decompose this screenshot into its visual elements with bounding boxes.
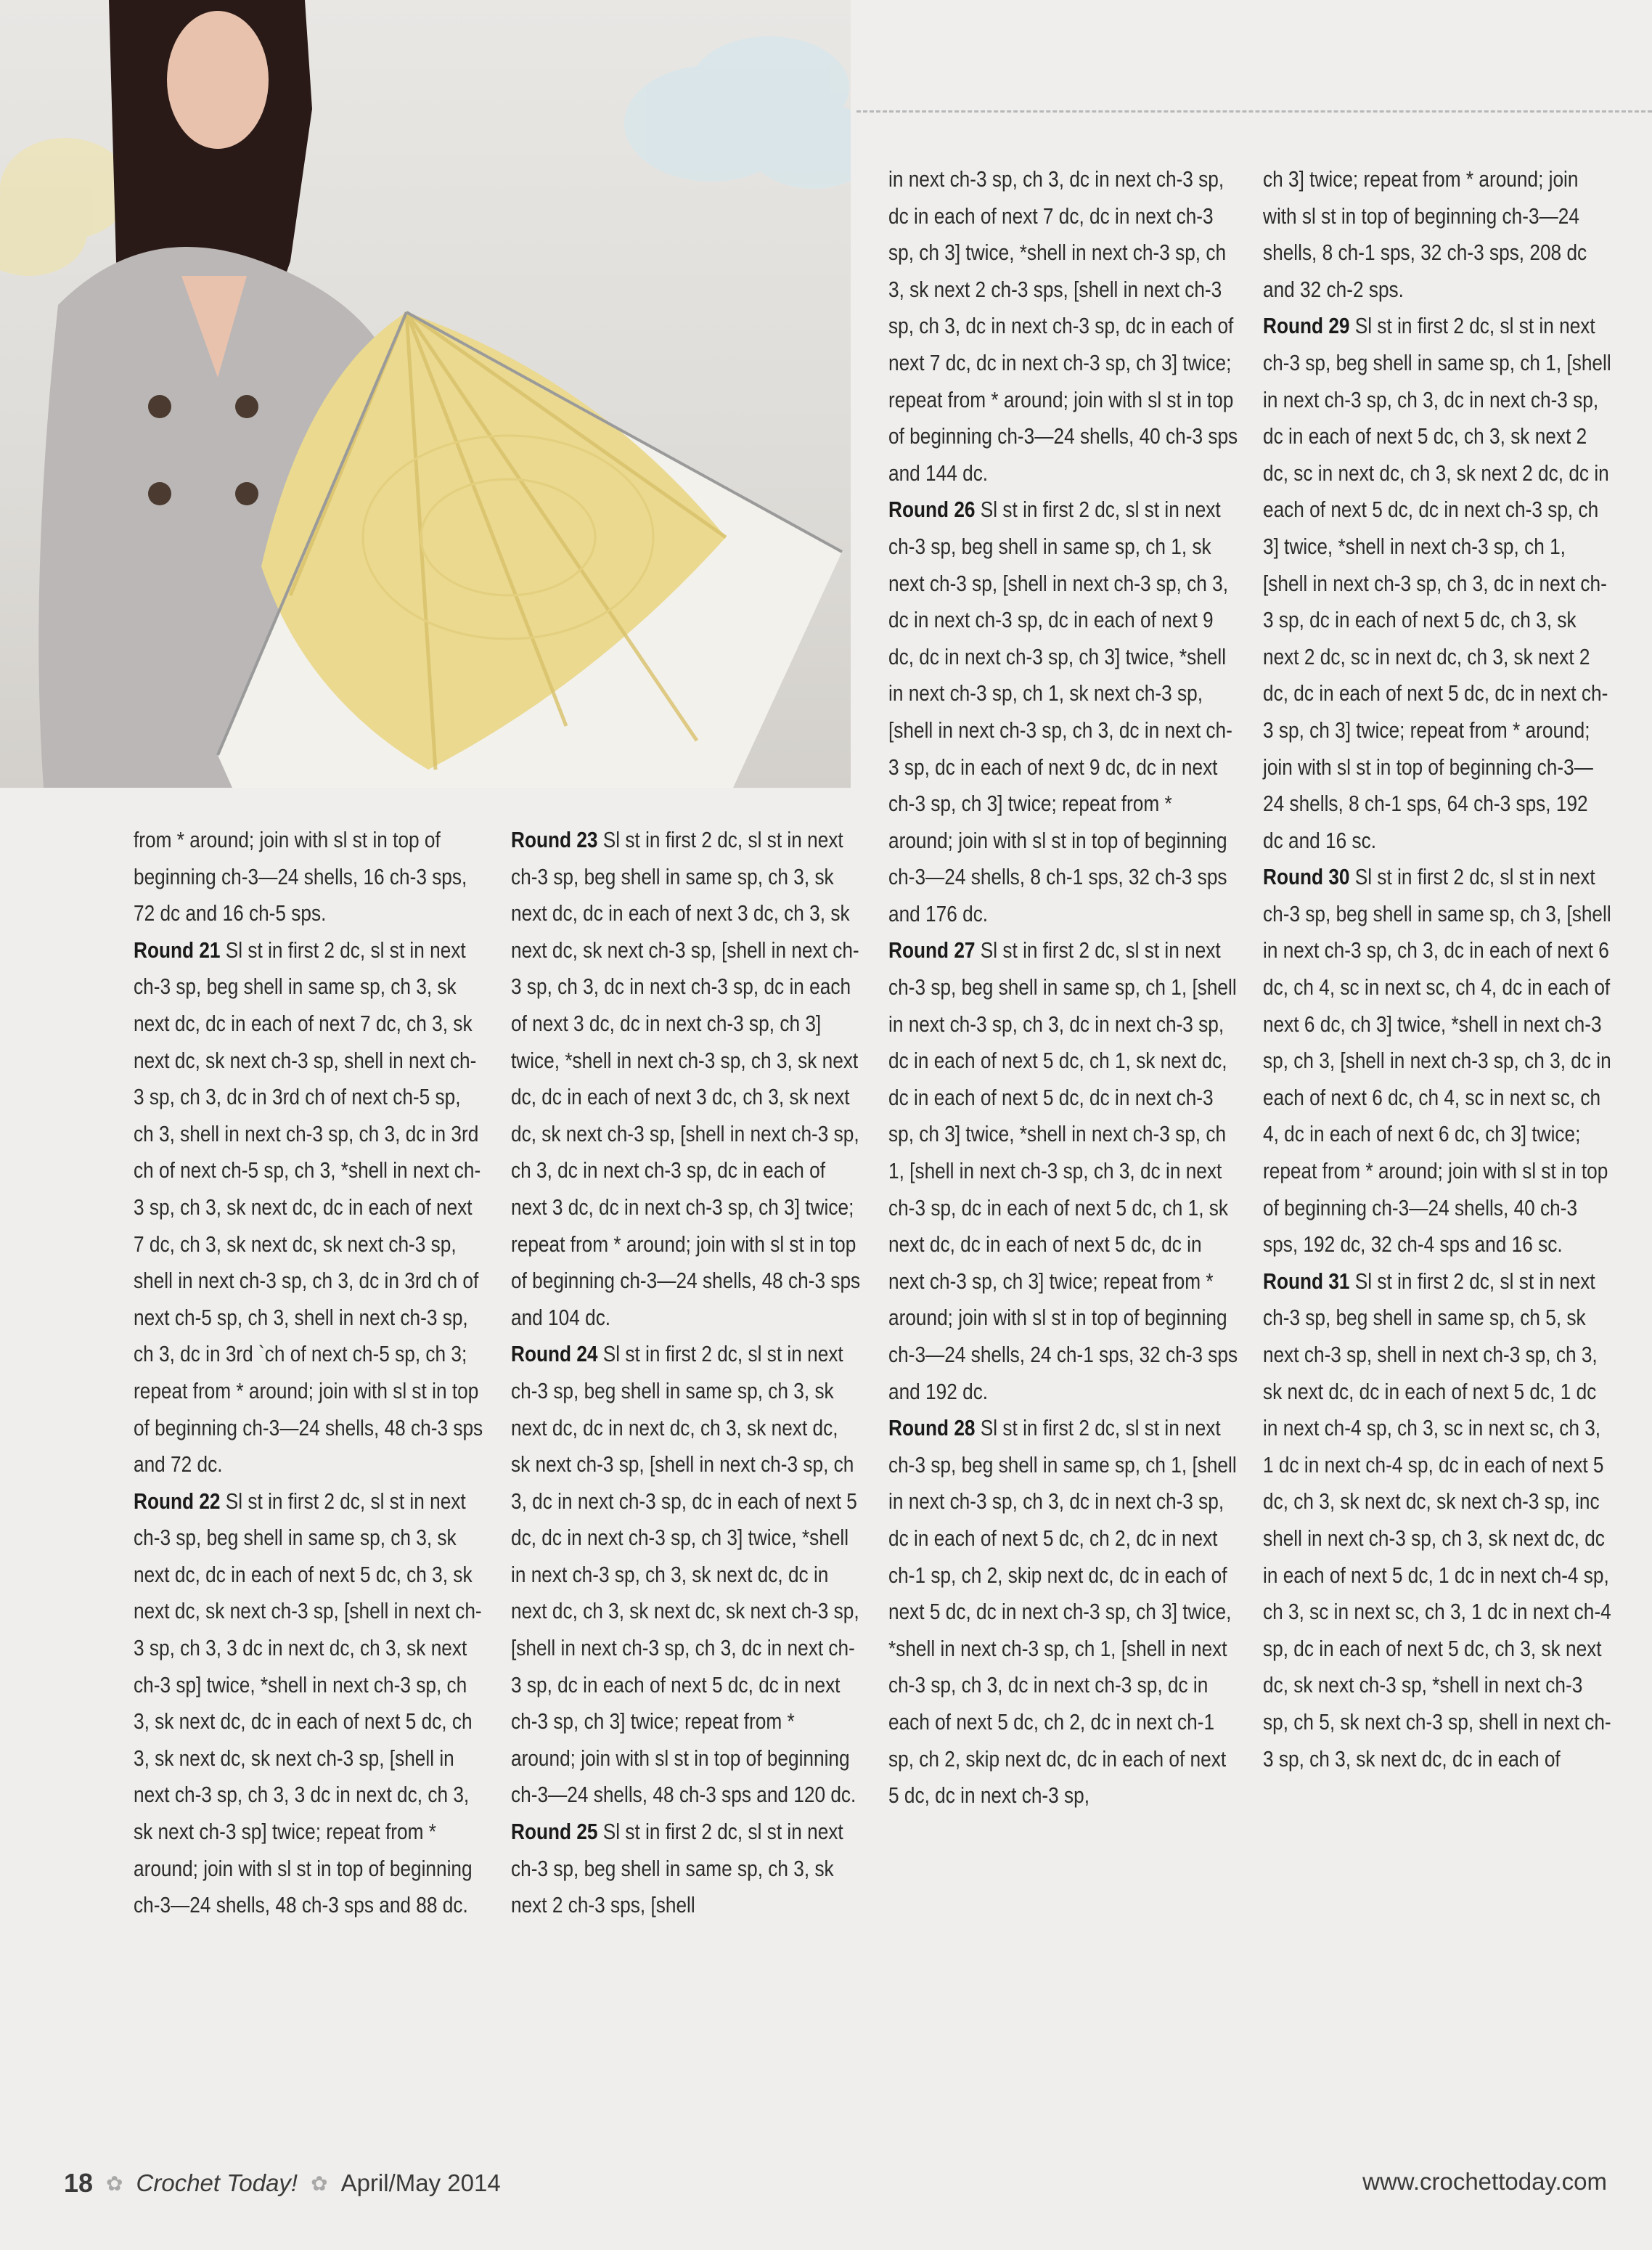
instruction-paragraph: [511, 1336, 861, 1814]
text-column-2: [511, 822, 861, 1924]
round-heading: Round 25: [511, 1819, 598, 1845]
parasol-photo-illustration: [0, 0, 851, 788]
dashed-divider: [856, 110, 1652, 113]
text-column-3: [888, 161, 1238, 1814]
round-text: Sl st in first 2 dc, sl st in next ch-3 sp, beg shell in same sp, ch 1, [shell in next ch-3 sp, ch 3, dc in next ch-3 sp, dc in each of next 5 dc, ch 3, sk next 2 dc, sc in next dc, ch 3, sk next 2 dc, dc in each of next 5 dc, dc in next ch-3 sp, ch 3] twice, *shell in next ch-3 sp, ch 1, [shell in next ch-3 sp, ch 3, dc in next ch-3 sp, dc in each of next 5 dc, ch 3, sk next 2 dc, sc in next dc, ch 3, sk next 2 dc, dc in each of next 5 dc, dc in next ch-3 sp, ch 3] twice; repeat from * around; join with sl st in top of beginning ch-3—24 shells, 8 ch-1 sps, 64 ch-3 sps, 192 dc and 16 sc.: [1263, 314, 1611, 853]
instruction-paragraph: [888, 1410, 1238, 1814]
round-text: from * around; join with sl st in top of beginning ch-3—24 shells, 16 ch-3 sps, 72 dc and 16 ch-5 sps.: [134, 828, 467, 926]
instruction-paragraph: [1263, 859, 1613, 1263]
round-text: Sl st in first 2 dc, sl st in next ch-3 sp, beg shell in same sp, ch 3, sk next dc, dc in each of next 3 dc, ch 3, sk next dc, sk next ch-3 sp, [shell in next ch-3 sp, ch 3, dc in next ch-3 sp, dc in each of next 3 dc, dc in next ch-3 sp, ch 3] twice, *shell in next ch-3 sp, ch 3, sk next dc, dc in each of next 3 dc, ch 3, sk next dc, sk next ch-3 sp, [shell in next ch-3 sp, ch 3, dc in next ch-3 sp, dc in each of next 3 dc, dc in next ch-3 sp, ch 3] twice; repeat from * around; join with sl st in top of beginning ch-3—24 shells, 48 ch-3 sps and 104 dc.: [511, 828, 861, 1330]
instruction-paragraph: [134, 822, 483, 932]
round-text: Sl st in first 2 dc, sl st in next ch-3 sp, beg shell in same sp, ch 3, sk next dc, dc in each of next 7 dc, ch 3, sk next dc, sk next ch-3 sp, shell in next ch-3 sp, ch 3, dc in 3rd ch of next ch-5 sp, ch 3, shell in next ch-3 sp, ch 3, dc in 3rd ch of next ch-5 sp, ch 3, *shell in next ch-3 sp, ch 3, sk next dc, dc in each of next 7 dc, ch 3, sk next dc, sk next ch-3 sp, shell in next ch-3 sp, ch 3, dc in 3rd ch of next ch-5 sp, ch 3, shell in next ch-3 sp, ch 3, dc in 3rd `ch of next ch-5 sp, ch 3; repeat from * around; join with sl st in top of beginning ch-3—24 shells, 48 ch-3 sps and 72 dc.: [134, 937, 483, 1477]
round-heading: Round 24: [511, 1342, 598, 1367]
flower-bullet-icon: ✿: [311, 2172, 328, 2195]
round-text: ch 3] twice; repeat from * around; join with sl st in top of beginning ch-3—24 shells, 8 ch-1 sps, 32 ch-3 sps, 208 dc and 32 ch-2 sps.: [1263, 167, 1587, 302]
round-heading: Round 31: [1263, 1268, 1350, 1294]
hero-photo: [0, 0, 851, 788]
round-text: Sl st in first 2 dc, sl st in next ch-3 sp, beg shell in same sp, ch 3, [shell in next ch-3 sp, ch 3, dc in each of next 6 dc, ch 4, sc in next sc, ch 4, dc in each of next 6 dc, ch 3] twice, *shell in next ch-3 sp, ch 3, [shell in next ch-3 sp, ch 3, dc in each of next 6 dc, ch 4, sc in next sc, ch 4, dc in each of next 6 dc, ch 3] twice; repeat from * around; join with sl st in top of beginning ch-3—24 shells, 40 ch-3 sps, 192 dc, 32 ch-4 sps and 16 sc.: [1263, 865, 1611, 1258]
instruction-paragraph: [1263, 161, 1613, 308]
round-text: Sl st in first 2 dc, sl st in next ch-3 sp, beg shell in same sp, ch 1, sk next ch-3 sp, [shell in next ch-3 sp, ch 3, dc in next ch-3 sp, dc in each of next 9 dc, dc in next ch-3 sp, ch 3] twice, *shell in next ch-3 sp, ch 1, sk next ch-3 sp, [shell in next ch-3 sp, ch 3, dc in next ch-3 sp, dc in each of next 9 dc, dc in next ch-3 sp, ch 3] twice; repeat from * around; join with sl st in top of beginning ch-3—24 shells, 8 ch-1 sps, 32 ch-3 sps and 176 dc.: [888, 497, 1232, 926]
round-text: Sl st in first 2 dc, sl st in next ch-3 sp, beg shell in same sp, ch 1, [shell in next ch-3 sp, ch 3, dc in next ch-3 sp, dc in each of next 5 dc, ch 1, sk next dc, dc in each of next 5 dc, dc in next ch-3 sp, ch 3] twice, *shell in next ch-3 sp, ch 1, [shell in next ch-3 sp, ch 3, dc in next ch-3 sp, dc in each of next 5 dc, ch 1, sk next dc, dc in each of next 5 dc, dc in next ch-3 sp, ch 3] twice; repeat from * around; join with sl st in top of beginning ch-3—24 shells, 24 ch-1 sps, 32 ch-3 sps and 192 dc.: [888, 938, 1238, 1404]
instruction-paragraph: [1263, 308, 1613, 859]
magazine-title: Crochet Today!: [136, 2169, 298, 2196]
instruction-paragraph: [511, 822, 861, 1336]
footer-left: [64, 2168, 501, 2198]
page-number: 18: [64, 2168, 94, 2198]
round-heading: Round 23: [511, 828, 598, 852]
text-column-4: [1263, 161, 1613, 1777]
round-heading: Round 30: [1263, 865, 1350, 890]
round-heading: Round 26: [888, 497, 976, 523]
instruction-paragraph: [134, 1483, 483, 1924]
round-text: in next ch-3 sp, ch 3, dc in next ch-3 sp, dc in each of next 7 dc, dc in next ch-3 sp, ch 3] twice, *shell in next ch-3 sp, ch 3, sk next 2 ch-3 sps, [shell in next ch-3 sp, ch 3, dc in next ch-3 sp, dc in each of next 7 dc, dc in next ch-3 sp, ch 3] twice; repeat from * around; join with sl st in top of beginning ch-3—24 shells, 40 ch-3 sps and 144 dc.: [888, 167, 1238, 486]
round-text: Sl st in first 2 dc, sl st in next ch-3 sp, beg shell in same sp, ch 5, sk next ch-3 sp, shell in next ch-3 sp, ch 3, sk next dc, dc in each of next 5 dc, 1 dc in next ch-4 sp, ch 3, sc in next sc, ch 3, 1 dc in next ch-4 sp, dc in each of next 5 dc, ch 3, sk next dc, sk next ch-3 sp, inc shell in next ch-3 sp, ch 3, sk next dc, dc in each of next 5 dc, 1 dc in next ch-4 sp, ch 3, sc in next sc, ch 3, 1 dc in next ch-4 sp, dc in each of next 5 dc, ch 3, sk next dc, sk next ch-3 sp, *shell in next ch-3 sp, ch 5, sk next ch-3 sp, shell in next ch-3 sp, ch 3, sk next dc, dc in each of: [1263, 1268, 1611, 1772]
instruction-paragraph: [888, 161, 1238, 492]
flower-bullet-icon: ✿: [106, 2172, 123, 2195]
instruction-paragraph: [888, 492, 1238, 932]
instruction-paragraph: [511, 1814, 861, 1924]
round-heading: Round 22: [134, 1488, 221, 1514]
round-heading: Round 29: [1263, 314, 1350, 339]
text-column-1: [134, 822, 483, 1924]
website-url: www.crochettoday.com: [1362, 2168, 1607, 2195]
round-heading: Round 21: [134, 937, 221, 963]
round-heading: Round 27: [888, 938, 976, 963]
round-heading: Round 28: [888, 1416, 976, 1441]
round-text: Sl st in first 2 dc, sl st in next ch-3 sp, beg shell in same sp, ch 3, sk next 2 ch-3 sps, [shell: [511, 1819, 843, 1918]
instruction-paragraph: [888, 932, 1238, 1410]
round-text: Sl st in first 2 dc, sl st in next ch-3 sp, beg shell in same sp, ch 3, sk next dc, dc in each of next 5 dc, ch 3, sk next dc, sk next ch-3 sp, [shell in next ch-3 sp, ch 3, 3 dc in next dc, ch 3, sk next ch-3 sp] twice, *shell in next ch-3 sp, ch 3, sk next dc, dc in each of next 5 dc, ch 3, sk next dc, sk next ch-3 sp, [shell in next ch-3 sp, ch 3, 3 dc in next dc, ch 3, sk next ch-3 sp] twice; repeat from * around; join with sl st in top of beginning ch-3—24 shells, 48 ch-3 sps and 88 dc.: [134, 1488, 482, 1918]
issue-date: April/May 2014: [340, 2169, 501, 2196]
instruction-paragraph: [134, 932, 483, 1483]
instruction-paragraph: [1263, 1263, 1613, 1777]
round-text: Sl st in first 2 dc, sl st in next ch-3 sp, beg shell in same sp, ch 3, sk next dc, dc in next dc, ch 3, sk next dc, sk next ch-3 sp, [shell in next ch-3 sp, ch 3, dc in next ch-3 sp, dc in each of next 5 dc, dc in next ch-3 sp, ch 3] twice, *shell in next ch-3 sp, ch 3, sk next dc, dc in next dc, ch 3, sk next dc, sk next ch-3 sp, [shell in next ch-3 sp, ch 3, dc in next ch-3 sp, dc in each of next 5 dc, dc in next ch-3 sp, ch 3] twice; repeat from * around; join with sl st in top of beginning ch-3—24 shells, 48 ch-3 sps and 120 dc.: [511, 1342, 859, 1808]
round-text: Sl st in first 2 dc, sl st in next ch-3 sp, beg shell in same sp, ch 1, [shell in next ch-3 sp, ch 3, dc in next ch-3 sp, dc in each of next 5 dc, ch 2, dc in next ch-1 sp, ch 2, skip next dc, dc in each of next 5 dc, dc in next ch-3 sp, ch 3] twice, *shell in next ch-3 sp, ch 1, [shell in next ch-3 sp, ch 3, dc in next ch-3 sp, dc in each of next 5 dc, ch 2, dc in next ch-1 sp, ch 2, skip next dc, dc in each of next 5 dc, dc in next ch-3 sp,: [888, 1416, 1237, 1809]
